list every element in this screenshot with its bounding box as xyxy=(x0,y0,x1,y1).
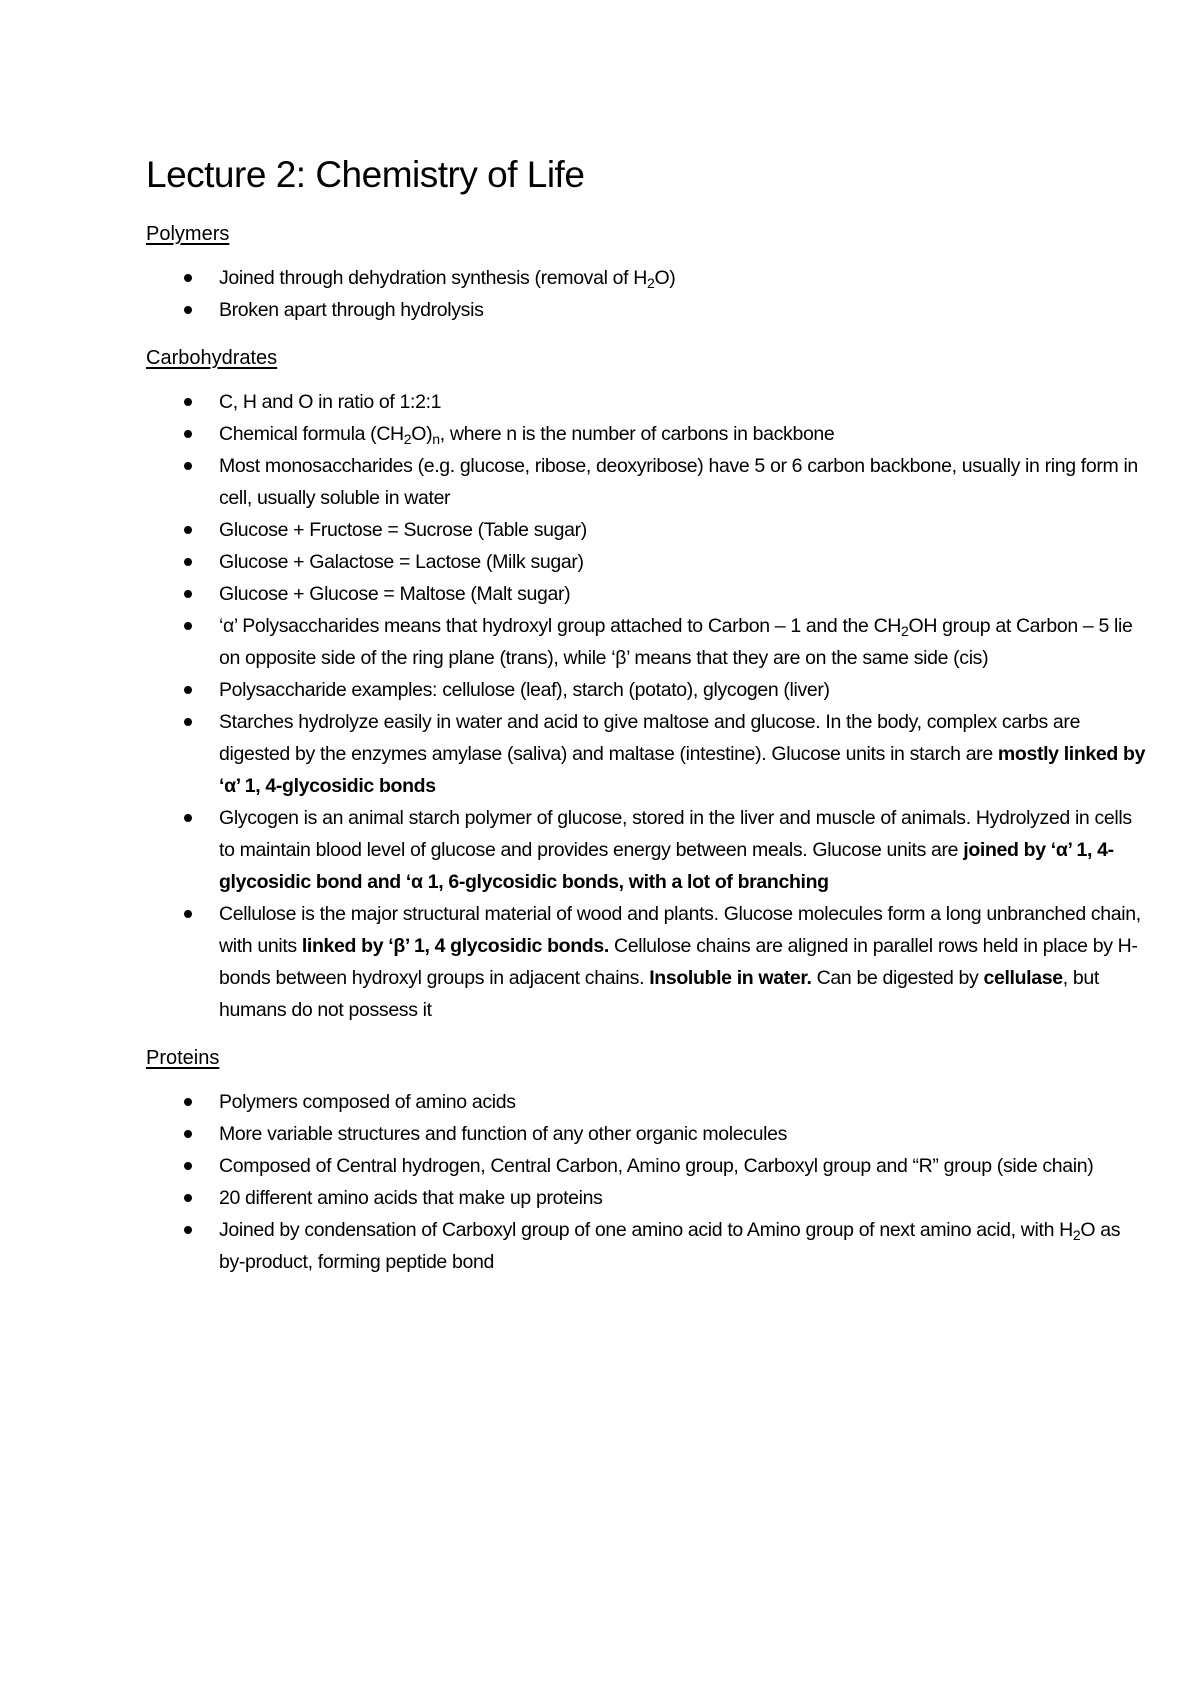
list-item: More variable structures and function of any other organic molecules xyxy=(146,1118,1146,1150)
page-title: Lecture 2: Chemistry of Life xyxy=(146,154,585,195)
list-item: Cellulose is the major structural material of wood and plants. Glucose molecules form a long unbranched chain, with units linked by ‘β’ 1, 4 glycosidic bonds. Cellulose chains are aligned in parallel rows held in place by H-bonds between hydroxyl groups in adjacent chains. Insoluble in water. Can be digested by cellulase, but humans do not possess it xyxy=(146,898,1146,1026)
carbohydrates-list xyxy=(146,386,1146,1026)
bullet-icon xyxy=(184,1226,192,1234)
bullet-icon xyxy=(184,274,192,282)
list-item: C, H and O in ratio of 1:2:1 xyxy=(146,386,1146,418)
bullet-icon xyxy=(184,910,192,918)
polymers-list xyxy=(146,262,1100,326)
list-item: Starches hydrolyze easily in water and acid to give maltose and glucose. In the body, complex carbs are digested by the enzymes amylase (saliva) and maltase (intestine). Glucose units in starch are mostly linked by ‘α’ 1, 4-glycosidic bonds xyxy=(146,706,1146,802)
bullet-icon xyxy=(184,814,192,822)
bullet-icon xyxy=(184,526,192,534)
bullet-icon xyxy=(184,1194,192,1202)
bullet-icon xyxy=(184,398,192,406)
bullet-icon xyxy=(184,718,192,726)
bullet-icon xyxy=(184,590,192,598)
list-item: Composed of Central hydrogen, Central Carbon, Amino group, Carboxyl group and “R” group (side chain) xyxy=(146,1150,1146,1182)
bullet-icon xyxy=(184,1162,192,1170)
list-item: Glucose + Glucose = Maltose (Malt sugar) xyxy=(146,578,1146,610)
section-heading-proteins: Proteins xyxy=(146,1047,220,1069)
bullet-icon xyxy=(184,1130,192,1138)
proteins-list xyxy=(146,1086,1121,1278)
list-item: Glucose + Fructose = Sucrose (Table sugar) xyxy=(146,514,1146,546)
list-item: Joined by condensation of Carboxyl group of one amino acid to Amino group of next amino acid, with $H_2O$ as by-product, forming peptide bond xyxy=(146,1214,1146,1278)
bullet-icon xyxy=(184,686,192,694)
list-item: ‘α’ Polysaccharides means that hydroxyl group attached to Carbon – 1 and the $CH_2OH$ group at Carbon – 5 lie on opposite side of the ring plane (trans), while ‘β’ means that they are on the same side (cis) xyxy=(146,610,1146,674)
bullet-icon xyxy=(184,306,192,314)
list-item: Most monosaccharides (e.g. glucose, ribose, deoxyribose) have 5 or 6 carbon backbone, usually in ring form in cell, usually soluble in water xyxy=(146,450,1146,514)
bullet-icon xyxy=(184,558,192,566)
section-heading-carbohydrates: Carbohydrates xyxy=(146,347,278,369)
list-item: Chemical formula $(CH_2O)_n$, where n is the number of carbons in backbone xyxy=(146,418,1146,450)
list-item: Broken apart through hydrolysis xyxy=(146,294,1146,326)
list-item: Polymers composed of amino acids xyxy=(146,1086,1146,1118)
list-item: Glycogen is an animal starch polymer of glucose, stored in the liver and muscle of animals. Hydrolyzed in cells to maintain blood level of glucose and provides energy between meals. Glucose units are joined by ‘α’ 1, 4-glycosidic bond and ‘α 1, 6-glycosidic bonds, with a lot of branching xyxy=(146,802,1146,898)
list-item: Glucose + Galactose = Lactose (Milk sugar) xyxy=(146,546,1146,578)
list-item: Joined through dehydration synthesis (removal of $H_2O$) xyxy=(146,262,1146,294)
bullet-icon xyxy=(184,1098,192,1106)
bullet-icon xyxy=(184,430,192,438)
bullet-icon xyxy=(184,462,192,470)
list-item: Polysaccharide examples: cellulose (leaf), starch (potato), glycogen (liver) xyxy=(146,674,1146,706)
bullet-icon xyxy=(184,622,192,630)
section-heading-polymers: Polymers xyxy=(146,223,230,245)
list-item: 20 different amino acids that make up proteins xyxy=(146,1182,1146,1214)
